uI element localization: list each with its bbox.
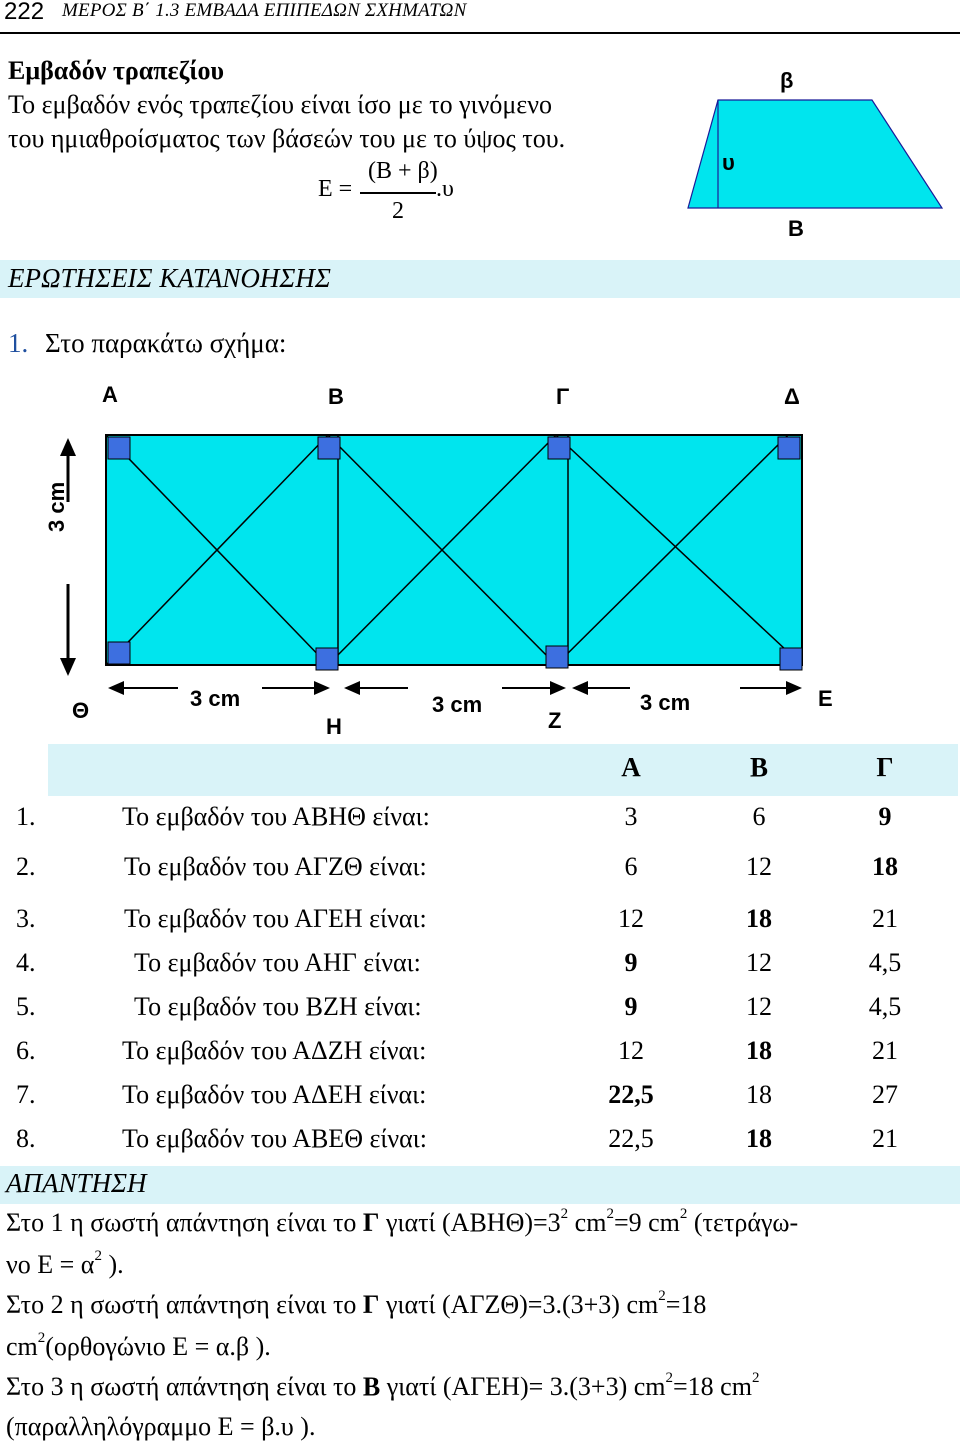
trapezoid-label-height: υ xyxy=(722,150,735,175)
answer-line-5 xyxy=(6,1372,759,1402)
bottom-dim-1-arrow-right xyxy=(314,681,330,695)
answer-line-1-choice: Γ xyxy=(362,1208,380,1237)
row-option-b: 12 xyxy=(746,852,772,881)
exponent: 2 xyxy=(751,1370,760,1386)
row-option-b: 6 xyxy=(752,802,766,831)
row-option-c: 18 xyxy=(872,852,898,881)
answer-line-3 xyxy=(6,1290,706,1320)
fig-label-H: Η xyxy=(326,714,342,739)
answer-line-1-result: =9 cm xyxy=(613,1208,680,1237)
bottom-dim-3-arrow-right xyxy=(786,681,802,695)
row-option-c: 4,5 xyxy=(868,948,902,977)
exponent: 2 xyxy=(94,1248,102,1264)
row-option-a: 12 xyxy=(618,904,644,933)
table-row xyxy=(0,1034,960,1076)
corner-marker-H xyxy=(316,648,338,670)
table-header-G: Γ xyxy=(876,752,894,782)
row-option-c: 21 xyxy=(872,1124,898,1153)
answer-line-3-pre: Στο 2 η σωστή απάντηση είναι το xyxy=(6,1290,363,1319)
question-1 xyxy=(8,328,286,359)
answer-line-4-pre: cm xyxy=(6,1332,38,1361)
row-number: 3. xyxy=(16,904,36,933)
answer-line-3-post: γιατί (ΑΓΖΘ)=3.(3+3) cm xyxy=(379,1290,659,1319)
bottom-dimension-2: 3 cm xyxy=(432,692,483,717)
bottom-dim-2-arrow-right xyxy=(550,681,566,695)
answer-heading: ΑΠΑΝΤΗΣΗ xyxy=(6,1168,147,1198)
answer-line-2-post: ). xyxy=(101,1250,124,1279)
page-number: 222 xyxy=(4,0,45,25)
row-number: 2. xyxy=(16,852,36,881)
row-option-c: 9 xyxy=(878,802,892,831)
bottom-dim-1-arrow-left xyxy=(108,681,124,695)
row-option-b: 18 xyxy=(746,1036,772,1065)
row-option-c: 21 xyxy=(872,1036,898,1065)
exponent: 2 xyxy=(37,1330,46,1346)
answer-line-1-tail: (τετράγω- xyxy=(687,1208,799,1237)
row-question: Το εμβαδόν του ΑΔΖΗ είναι: xyxy=(122,1036,427,1065)
row-option-b: 12 xyxy=(746,948,772,977)
bottom-dimension-1: 3 cm xyxy=(190,686,241,711)
fig-label-D: Δ xyxy=(784,384,800,409)
answer-line-2-pre: νο Ε = α xyxy=(6,1250,95,1279)
fig-label-G: Γ xyxy=(556,384,570,409)
answer-line-4-post: (ορθογώνιο Ε = α.β ). xyxy=(45,1332,271,1361)
table-row xyxy=(0,946,960,988)
table-header-B: Β xyxy=(749,752,768,782)
row-option-c: 4,5 xyxy=(868,992,902,1021)
questions-heading: ΕΡΩΤΗΣΕΙΣ ΚΑΤΑΝΟΗΣΗΣ xyxy=(8,263,331,293)
answer-line-5-choice: Β xyxy=(362,1372,381,1401)
corner-marker-Z xyxy=(546,646,568,668)
table-row xyxy=(0,1078,960,1120)
row-number: 6. xyxy=(16,1036,36,1065)
answer-line-3-result: =18 xyxy=(665,1290,707,1319)
table-row xyxy=(0,800,960,842)
row-question: Το εμβαδόν του ΑΒΕΘ είναι: xyxy=(122,1124,427,1153)
exponent: 2 xyxy=(679,1206,688,1222)
row-option-a: 12 xyxy=(618,1036,644,1065)
rectangle-figure xyxy=(0,420,960,720)
exponent: 2 xyxy=(606,1206,614,1222)
row-option-a: 9 xyxy=(624,948,638,977)
table-row xyxy=(0,990,960,1032)
answer-line-5-pre: Στο 3 η σωστή απάντηση είναι το xyxy=(6,1372,363,1401)
answer-line-3-choice: Γ xyxy=(362,1290,380,1319)
answer-line-2 xyxy=(6,1250,124,1280)
row-question: Το εμβαδόν του ΑΓΖΘ είναι: xyxy=(124,852,427,881)
corner-marker-Th xyxy=(108,642,130,664)
row-number: 1. xyxy=(16,802,36,831)
fraction-bar xyxy=(360,192,436,194)
formula-denominator: 2 xyxy=(392,198,404,224)
row-option-b: 12 xyxy=(746,992,772,1021)
fig-label-B: Β xyxy=(328,384,344,409)
table-header-band xyxy=(48,744,958,796)
answer-line-1-unit: cm xyxy=(568,1208,607,1237)
corner-marker-G xyxy=(548,437,570,459)
exponent: 2 xyxy=(658,1288,666,1304)
corner-marker-D xyxy=(778,437,800,459)
row-question: Το εμβαδόν του ΑΔΕΗ είναι: xyxy=(122,1080,427,1109)
row-question: Το εμβαδόν του ΒΖΗ είναι: xyxy=(134,992,422,1021)
table-row xyxy=(0,902,960,944)
fig-label-Z: Ζ xyxy=(548,708,562,733)
table-row xyxy=(0,850,960,892)
row-question: Το εμβαδόν του ΑΓΕΗ είναι: xyxy=(124,904,427,933)
fig-label-E: Ε xyxy=(818,686,833,711)
answer-line-5-result: =18 cm xyxy=(673,1372,752,1401)
question-1-number: 1. xyxy=(8,328,29,358)
intro-line-1: Το εμβαδόν ενός τραπεζίου είναι ίσο με το γινόμενο xyxy=(8,90,552,119)
fig-label-Th: Θ xyxy=(72,698,90,723)
bottom-dimension-3: 3 cm xyxy=(640,690,691,715)
answer-line-1-post: γιατί (ΑΒΗΘ)=3 xyxy=(379,1208,561,1237)
rectangle-shape xyxy=(106,435,802,665)
row-option-b: 18 xyxy=(746,904,772,933)
formula-tail: .υ xyxy=(436,176,454,202)
row-option-c: 21 xyxy=(872,904,898,933)
exponent: 2 xyxy=(560,1206,569,1222)
formula-numerator: (Β + β) xyxy=(368,158,438,184)
row-number: 8. xyxy=(16,1124,36,1153)
header-rule xyxy=(0,32,960,34)
trapezoid-label-base: Β xyxy=(788,216,804,241)
answer-line-1 xyxy=(6,1208,798,1238)
fig-label-A: Α xyxy=(102,382,118,407)
section-heading: Εμβαδόν τραπεζίου xyxy=(8,56,224,85)
question-1-text: Στο παρακάτω σχήμα: xyxy=(45,328,287,358)
answer-line-5-post: γιατί (ΑΓΕΗ)= 3.(3+3) cm xyxy=(380,1372,666,1401)
exponent: 2 xyxy=(665,1370,674,1386)
row-option-c: 27 xyxy=(872,1080,898,1109)
answer-line-6: (παραλληλόγραμμο Ε = β.υ ). xyxy=(6,1412,316,1441)
row-option-a: 9 xyxy=(624,992,638,1021)
row-option-a: 22,5 xyxy=(608,1124,654,1153)
row-option-b: 18 xyxy=(746,1124,772,1153)
table-header-A: Α xyxy=(621,752,641,782)
formula-lhs: Ε = xyxy=(318,176,353,202)
row-number: 7. xyxy=(16,1080,36,1109)
side-dim-arrow-up xyxy=(60,438,76,456)
answer-line-4 xyxy=(6,1332,271,1362)
corner-marker-A xyxy=(108,437,130,459)
table-row xyxy=(0,1122,960,1164)
page-header-title: ΜΕΡΟΣ Β΄ 1.3 ΕΜΒΑΔΑ ΕΠΙΠΕΔΩΝ ΣΧΗΜΑΤΩΝ xyxy=(62,0,467,21)
side-dimension-label: 3 cm xyxy=(44,481,69,532)
row-option-a: 3 xyxy=(624,802,638,831)
intro-line-2: του ημιαθροίσματος των βάσεών του με το ύψος του. xyxy=(8,124,566,153)
row-number: 5. xyxy=(16,992,36,1021)
row-question: Το εμβαδόν του ΑΒΗΘ είναι: xyxy=(122,802,430,831)
row-number: 4. xyxy=(16,948,36,977)
row-question: Το εμβαδόν του ΑΗΓ είναι: xyxy=(134,948,421,977)
row-option-b: 18 xyxy=(746,1080,772,1109)
trapezoid-label-top: β xyxy=(780,68,794,93)
corner-marker-B xyxy=(318,437,340,459)
bottom-dim-2-arrow-left xyxy=(344,681,360,695)
row-option-a: 6 xyxy=(624,852,638,881)
bottom-dim-3-arrow-left xyxy=(572,681,588,695)
answer-line-1-pre: Στο 1 η σωστή απάντηση είναι το xyxy=(6,1208,363,1237)
side-dim-arrow-down xyxy=(60,658,76,676)
row-option-a: 22,5 xyxy=(608,1080,654,1109)
corner-marker-E xyxy=(780,648,802,670)
